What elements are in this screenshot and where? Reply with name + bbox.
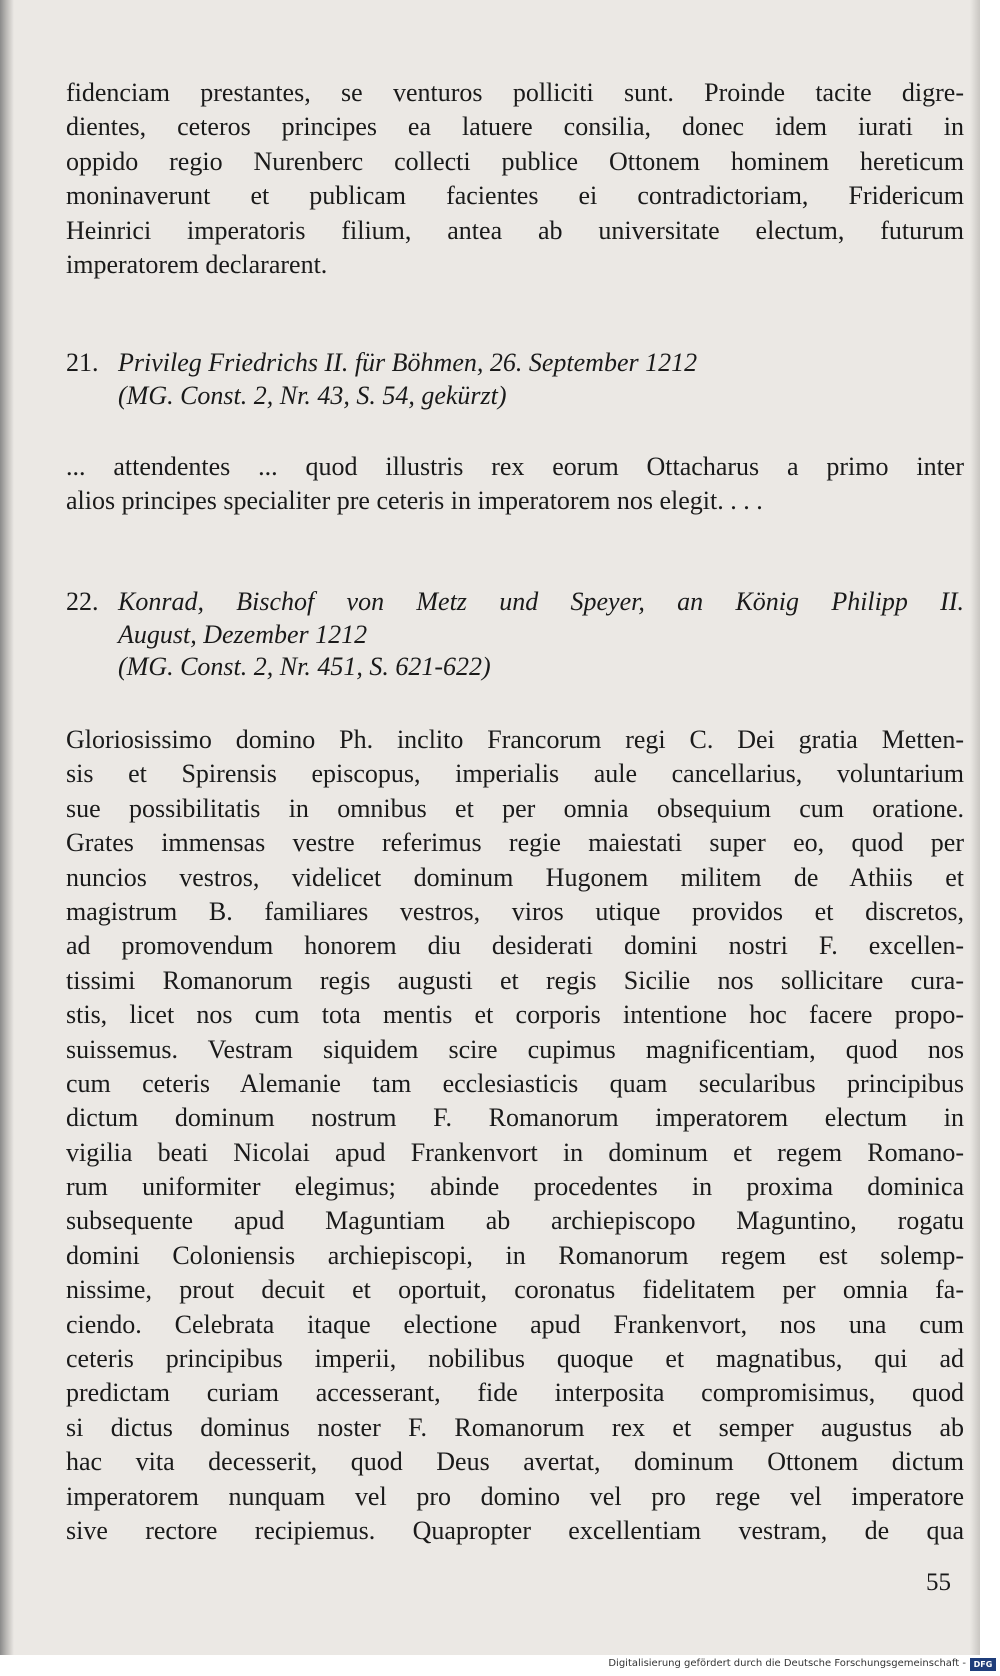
section-21-number: 21. — [66, 348, 99, 377]
text-line: sive rectore recipiemus. Quapropter excellentiam vestram, de qua — [66, 1515, 964, 1545]
text-line: ad promovendum honorem diu desiderati domini nostri F. excellen- — [66, 931, 964, 961]
text-line: dictum dominum nostrum F. Romanorum imperatorem electum in — [66, 1103, 964, 1133]
text-line: cum ceteris Alemanie tam ecclesiasticis quam secularibus principibus — [66, 1068, 964, 1098]
text-line: ciendo. Celebrata itaque electione apud Frankenvort, nos una cum — [66, 1309, 964, 1339]
text-line: tissimi Romanorum regis augusti et regis Sicilie nos sollicitare cura- — [66, 965, 964, 995]
text-line: Grates immensas vestre referimus regie maiestati super eo, quod per — [66, 828, 964, 858]
text-line: magistrum B. familiares vestros, viros utique providos et discretos, — [66, 896, 964, 926]
title-line: August, Dezember 1212 — [118, 619, 368, 649]
text-line: Heinrici imperatoris filium, antea ab universitate electum, futurum — [66, 215, 964, 245]
text-line: sis et Spirensis episcopus, imperialis aule cancellarius, voluntarium — [66, 759, 964, 789]
text-line: ceteris principibus imperii, nobilibus quoque et magnatibus, qui ad — [66, 1344, 964, 1374]
section-21-heading — [66, 347, 964, 412]
title-line: Privileg Friedrichs II. für Böhmen, 26. September 1212 — [118, 348, 698, 377]
text-line: rum uniformiter elegimus; abinde procedentes in proxima dominica — [66, 1172, 964, 1202]
text-line: fidenciam prestantes, se venturos polliciti sunt. Proinde tacite digre- — [66, 78, 964, 107]
text-line: dientes, ceteros principes ea latuere consilia, donec idem iurati in — [66, 112, 964, 142]
text-line: Gloriosissimo domino Ph. inclito Francorum regi C. Dei gratia Metten- — [66, 725, 964, 754]
text-line: oppido regio Nurenberc collecti publice Ottonem hominem hereticum — [66, 146, 964, 176]
page-number: 55 — [926, 1569, 951, 1596]
digitization-footer — [0, 1655, 1000, 1676]
text-line: imperatorem nunquam vel pro domino vel pro rege vel imperatore — [66, 1481, 964, 1511]
page-edge-shadow — [970, 0, 980, 1655]
text-line: moninaverunt et publicam facientes ei contradictoriam, Fridericum — [66, 181, 964, 211]
footer-credit-text: Digitalisierung gefördert durch die Deutsche Forschungsgemeinschaft - — [608, 1658, 966, 1669]
text-line: predictam curiam accesserant, fide interposita compromisimus, quod — [66, 1378, 964, 1408]
text-line: nissime, prout decuit et oportuit, coronatus fidelitatem per omnia fa- — [66, 1275, 964, 1305]
text-line: ... attendentes ... quod illustris rex eorum Ottacharus a primo inter — [66, 452, 964, 481]
section-22-body — [66, 723, 964, 1548]
text-line: domini Coloniensis archiepiscopi, in Romanorum regem est solemp- — [66, 1240, 964, 1270]
text-line: imperatorem declararent. — [66, 249, 328, 279]
section-21-title — [118, 347, 964, 412]
text-line: si dictus dominus noster F. Romanorum rex et semper augustus ab — [66, 1412, 964, 1442]
text-line: suissemus. Vestram siquidem scire cupimus magnificentiam, quod nos — [66, 1034, 964, 1064]
section-22-heading — [66, 586, 964, 684]
paragraph-continuation — [66, 76, 964, 282]
dfg-logo: DFG — [970, 1658, 996, 1671]
binding-shadow — [0, 0, 14, 1655]
text-line: hac vita decesserit, quod Deus avertat, dominum Ottonem dictum — [66, 1447, 964, 1477]
text-line: subsequente apud Maguntiam ab archiepiscopo Maguntino, rogatu — [66, 1206, 964, 1236]
section-21-body — [66, 450, 964, 519]
section-22-number: 22. — [66, 587, 99, 616]
text-line: nuncios vestros, videlicet dominum Hugonem militem de Athiis et — [66, 862, 964, 892]
title-line: (MG. Const. 2, Nr. 451, S. 621-622) — [118, 652, 491, 681]
text-line: vigilia beati Nicolai apud Frankenvort in dominum et regem Romano- — [66, 1137, 964, 1167]
title-line: (MG. Const. 2, Nr. 43, S. 54, gekürzt) — [118, 380, 507, 410]
text-line: sue possibilitatis in omnibus et per omnia obsequium cum oratione. — [66, 793, 964, 823]
text-line: alios principes specialiter pre ceteris in imperatorem nos elegit. . . . — [66, 486, 763, 516]
title-line: Konrad, Bischof von Metz und Speyer, an König Philipp II. — [118, 587, 964, 616]
section-22-title — [118, 586, 964, 684]
text-line: stis, licet nos cum tota mentis et corporis intentione hoc facere propo- — [66, 1000, 964, 1030]
